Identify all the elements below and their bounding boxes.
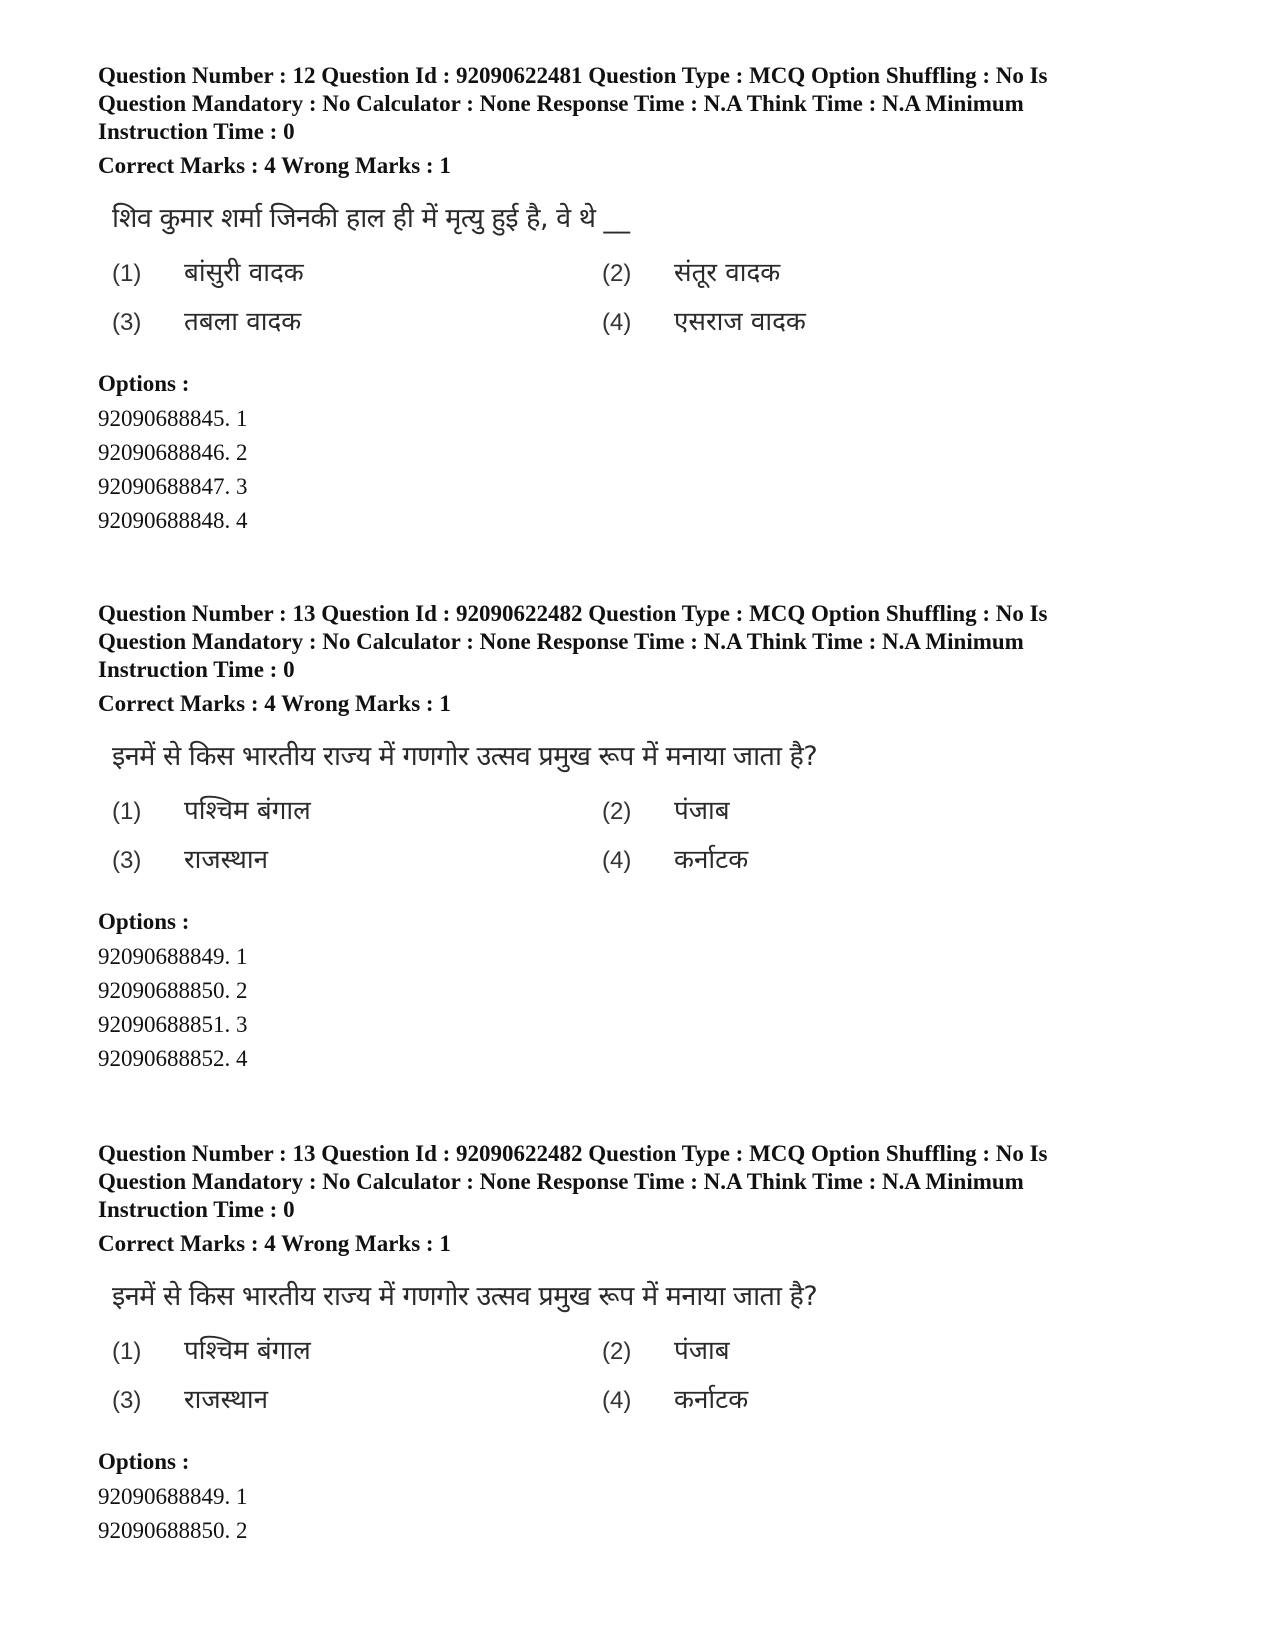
question-block — [98, 62, 1198, 538]
option-id: 92090688849. 1 — [98, 1484, 248, 1509]
question-block — [98, 600, 1198, 1076]
option-id: 92090688851. 3 — [98, 1012, 248, 1037]
choice-item — [602, 1383, 892, 1418]
question-marks: Correct Marks : 4 Wrong Marks : 1 — [98, 691, 451, 716]
choice-number: (2) — [602, 798, 632, 825]
choice-number: (1) — [112, 798, 142, 825]
choice-grid — [112, 1334, 892, 1418]
choice-item — [112, 256, 602, 291]
choice-text: पंजाब — [674, 1336, 730, 1366]
choice-number: (1) — [112, 260, 142, 287]
choice-number: (1) — [112, 1338, 142, 1365]
choice-number: (4) — [602, 309, 632, 336]
question-marks: Correct Marks : 4 Wrong Marks : 1 — [98, 1231, 451, 1256]
choice-item — [112, 1334, 602, 1369]
option-id: 92090688847. 3 — [98, 474, 248, 499]
choice-text: राजस्थान — [184, 1385, 269, 1415]
choice-text: कर्नाटक — [674, 845, 749, 875]
choice-grid — [112, 256, 892, 340]
option-id: 92090688850. 2 — [98, 978, 248, 1003]
choice-text: पश्चिम बंगाल — [184, 1336, 311, 1366]
choice-number: (2) — [602, 260, 632, 287]
choice-text: संतूर वादक — [674, 258, 781, 288]
choice-text: पंजाब — [674, 796, 730, 826]
option-id: 92090688849. 1 — [98, 944, 248, 969]
choice-item — [112, 305, 602, 340]
choice-number: (2) — [602, 1338, 632, 1365]
choice-number: (3) — [112, 847, 142, 874]
question-image — [112, 1280, 892, 1418]
choice-number: (3) — [112, 1387, 142, 1414]
choice-item — [112, 1383, 602, 1418]
options-list — [98, 402, 1198, 538]
choice-item — [602, 843, 892, 878]
choice-item — [602, 256, 892, 291]
option-id: 92090688845. 1 — [98, 406, 248, 431]
choice-text: बांसुरी वादक — [184, 258, 304, 288]
choice-grid — [112, 794, 892, 878]
option-id: 92090688850. 2 — [98, 1518, 248, 1543]
choice-text: राजस्थान — [184, 845, 269, 875]
options-heading: Options : — [98, 1449, 190, 1474]
choice-item — [602, 305, 892, 340]
choice-number: (3) — [112, 309, 142, 336]
question-text: शिव कुमार शर्मा जिनकी हाल ही में मृत्यु हुई है, वे थे __ — [112, 203, 630, 234]
choice-item — [112, 794, 602, 829]
question-marks: Correct Marks : 4 Wrong Marks : 1 — [98, 153, 451, 178]
options-list — [98, 1480, 1198, 1548]
choice-text: तबला वादक — [184, 307, 302, 337]
question-text: इनमें से किस भारतीय राज्य में गणगोर उत्सव प्रमुख रूप में मनाया जाता है? — [112, 741, 818, 772]
question-image — [112, 740, 892, 878]
choice-text: एसराज वादक — [674, 307, 806, 337]
choice-number: (4) — [602, 847, 632, 874]
choice-item — [602, 1334, 892, 1369]
question-meta: Question Number : 13 Question Id : 92090622482 Question Type : MCQ Option Shuffling : No Is Question Mandatory : No Calculator : None Response Time : N.A Think Time : N.A Minimum Instruction Time : 0 — [98, 1141, 1048, 1222]
question-meta: Question Number : 13 Question Id : 92090622482 Question Type : MCQ Option Shuffling : No Is Question Mandatory : No Calculator : None Response Time : N.A Think Time : N.A Minimum Instruction Time : 0 — [98, 601, 1048, 682]
choice-text: पश्चिम बंगाल — [184, 796, 311, 826]
question-meta: Question Number : 12 Question Id : 92090622481 Question Type : MCQ Option Shuffling : No Is Question Mandatory : No Calculator : None Response Time : N.A Think Time : N.A Minimum Instruction Time : 0 — [98, 63, 1048, 144]
choice-item — [602, 794, 892, 829]
option-id: 92090688852. 4 — [98, 1046, 248, 1071]
question-block — [98, 1140, 1198, 1548]
option-id: 92090688848. 4 — [98, 508, 248, 533]
choice-text: कर्नाटक — [674, 1385, 749, 1415]
choice-number: (4) — [602, 1387, 632, 1414]
options-heading: Options : — [98, 371, 190, 396]
question-text: इनमें से किस भारतीय राज्य में गणगोर उत्सव प्रमुख रूप में मनाया जाता है? — [112, 1281, 818, 1312]
choice-item — [112, 843, 602, 878]
options-list — [98, 940, 1198, 1076]
question-image — [112, 202, 892, 340]
options-heading: Options : — [98, 909, 190, 934]
option-id: 92090688846. 2 — [98, 440, 248, 465]
